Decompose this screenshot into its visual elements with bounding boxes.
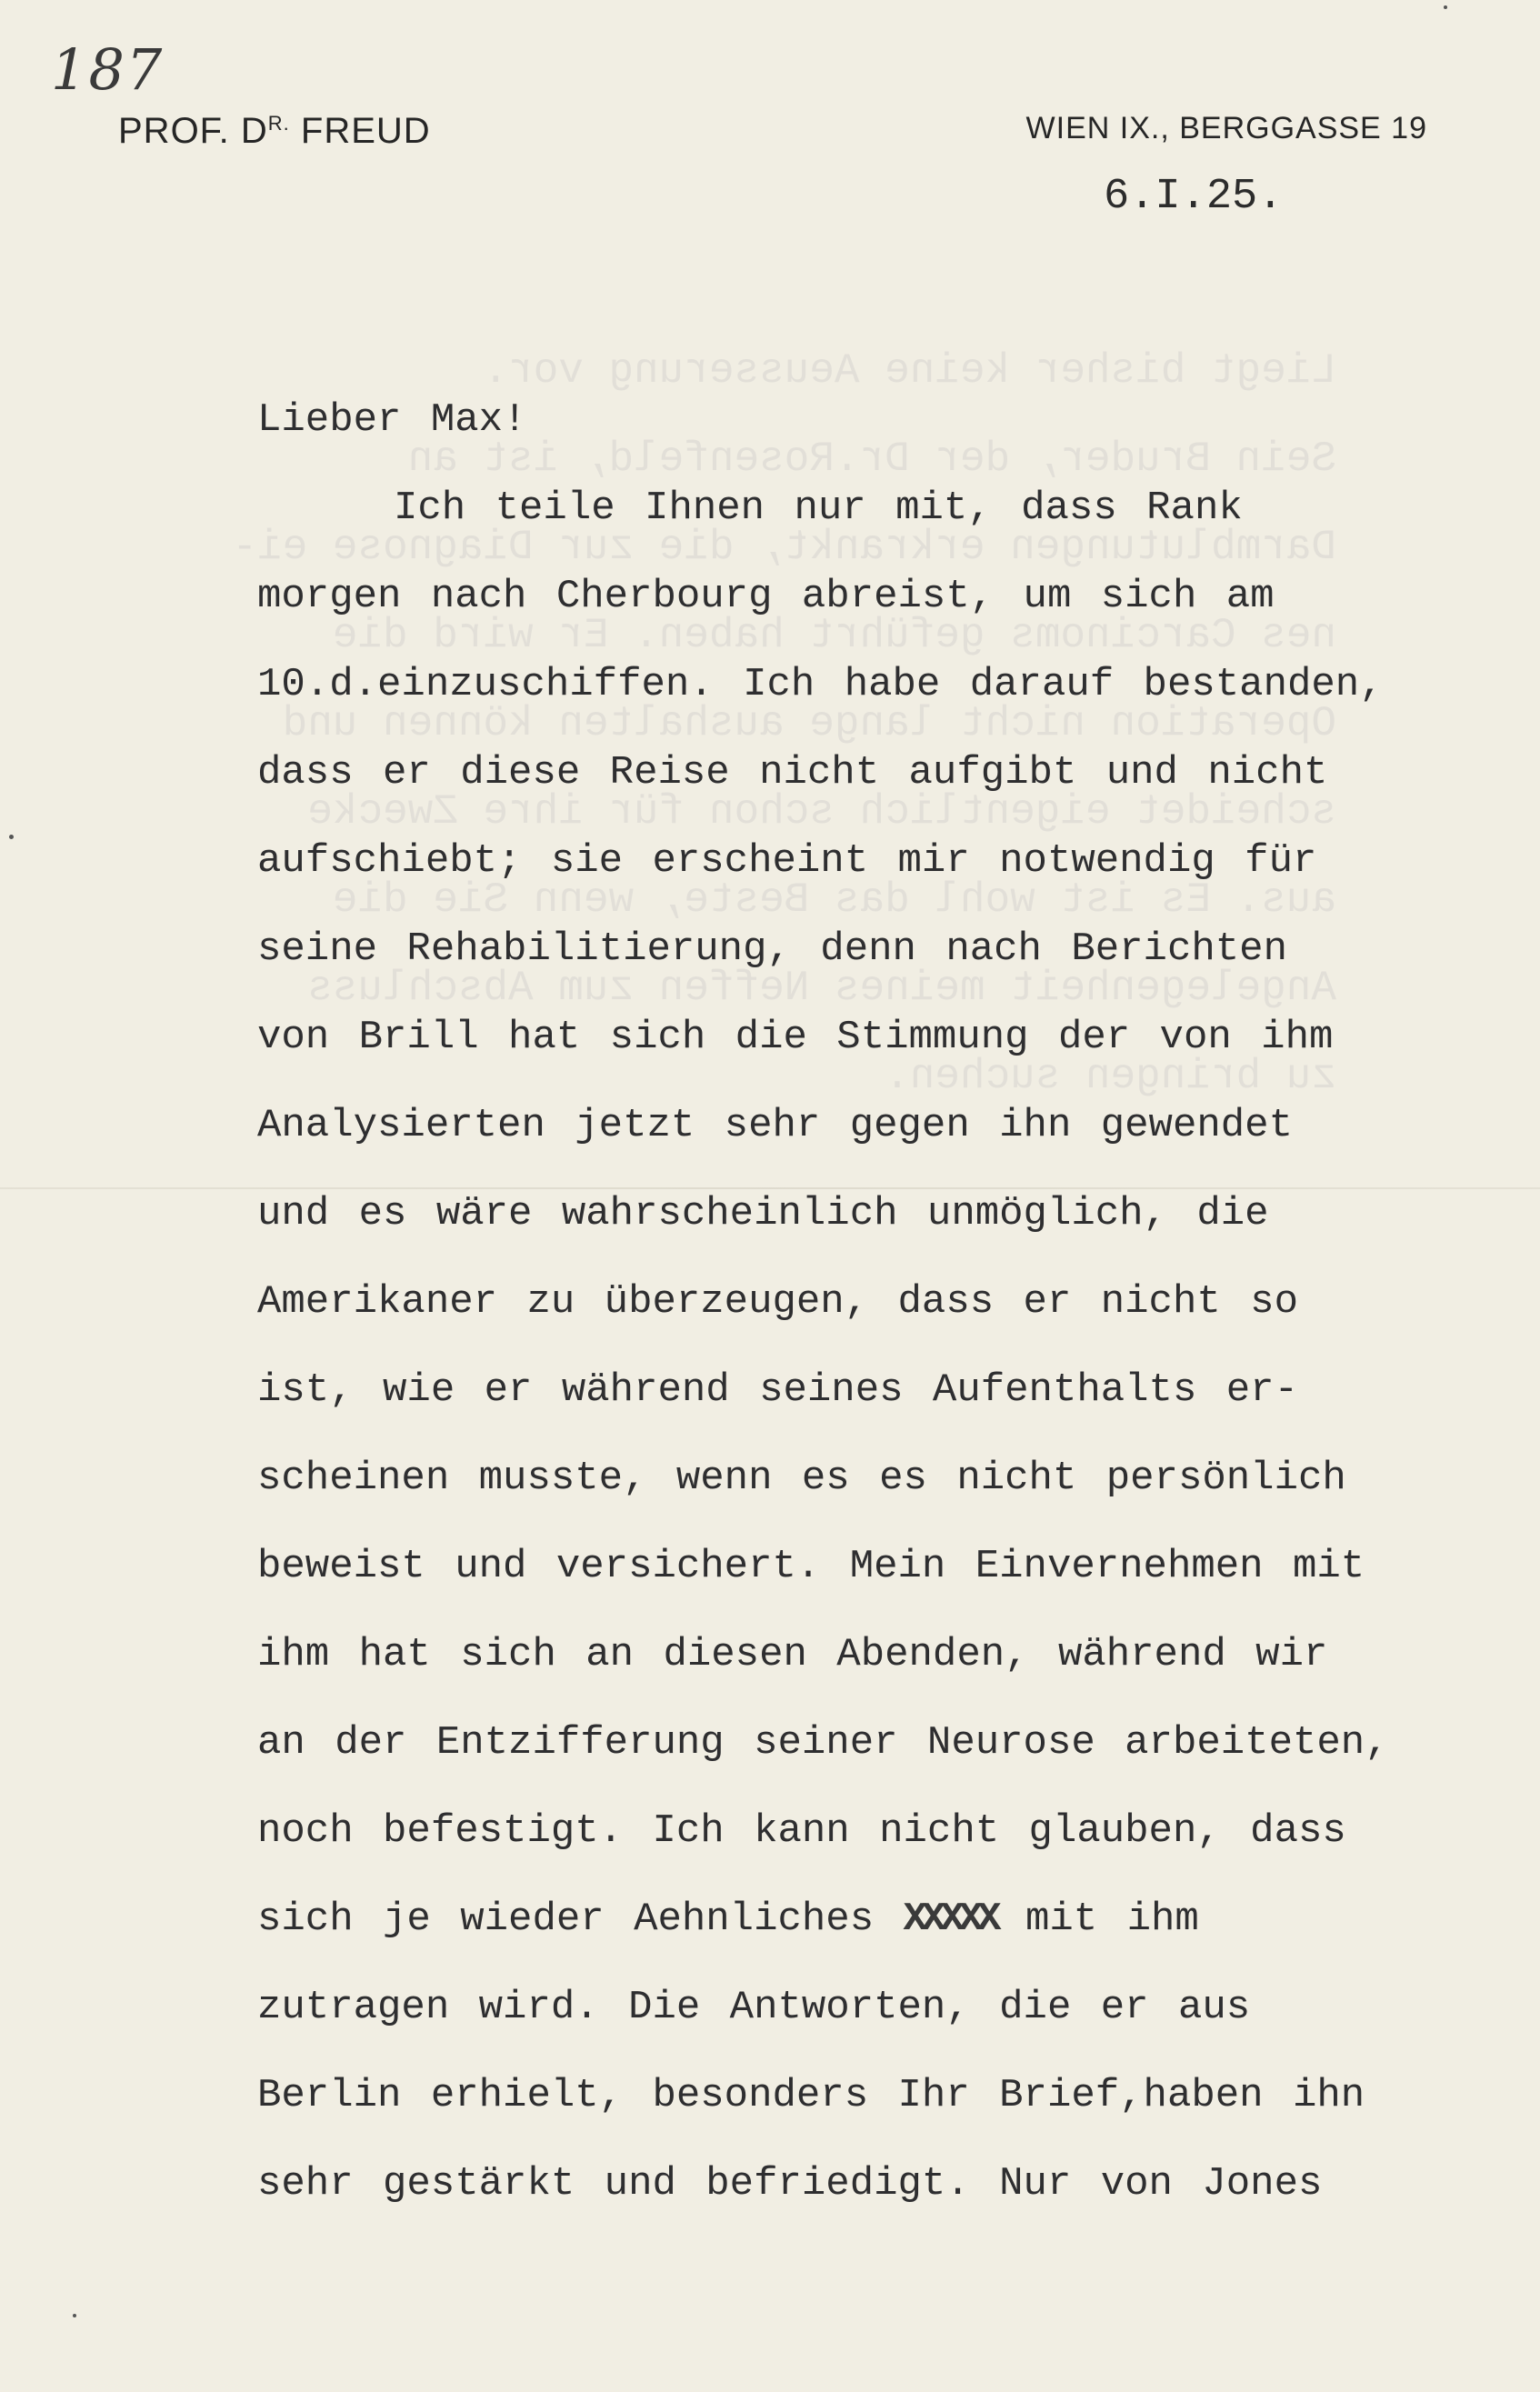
body-line: 10.d.einzuschiffen. Ich habe darauf bestanden,: [257, 662, 1384, 707]
line-text-after: mit ihm: [995, 1897, 1199, 1942]
letterhead-name-suffix: FREUD: [289, 111, 431, 151]
body-line: dass er diese Reise nicht aufgibt und nicht: [257, 750, 1328, 796]
body-line-with-strikeout: [257, 1886, 1512, 1974]
paper-speck: [9, 835, 14, 839]
body-line: ist, wie er während seines Aufenthalts er-: [257, 1367, 1298, 1413]
body-line: morgen nach Cherbourg abreist, um sich am: [257, 574, 1275, 619]
body-line: Amerikaner zu überzeugen, dass er nicht so: [257, 1279, 1298, 1325]
letter-body: [257, 386, 1512, 2238]
archive-number: 187: [51, 36, 165, 103]
body-line: sehr gestärkt und befriedigt. Nur von Jones: [257, 2161, 1323, 2207]
letterhead-name: [118, 111, 431, 152]
paper-speck: [73, 2314, 76, 2317]
body-line: seine Rehabilitierung, denn nach Berichten: [257, 926, 1287, 972]
body-line: Ich teile Ihnen nur mit, dass Rank: [394, 485, 1243, 531]
letter-date: 6.I.25.: [1104, 173, 1284, 221]
body-line: ihm hat sich an diesen Abenden, während wir: [257, 1632, 1328, 1677]
body-line: beweist und versichert. Mein Einvernehmen mit: [257, 1544, 1365, 1589]
line-text-before: sich je wieder Aehnliches: [257, 1897, 904, 1942]
salutation: Lieber Max!: [257, 397, 527, 443]
body-line: an der Entzifferung seiner Neurose arbeiteten,: [257, 1720, 1389, 1766]
letterhead-name-sup: R.: [267, 112, 290, 135]
body-line: Berlin erhielt, besonders Ihr Brief,haben ihn: [257, 2073, 1365, 2118]
body-line: zutragen wird. Die Antworten, die er aus: [257, 1985, 1251, 2030]
struck-out-text: XXXXX: [903, 1897, 996, 1942]
body-line: und es wäre wahrscheinlich unmöglich, die: [257, 1191, 1269, 1236]
paper-speck: [1444, 5, 1447, 9]
show-through-text: Liegt bisher keine Aeusserung vor. Sein Bruder, der Dr.Rosenfeld, ist an Darmblutungen erkrankt, die zur Diagnose ei- nes Carcinoms geführt haben. Er wird die Operation nicht lange aushalten können und scheidet eigentlich schon für ihre Zwecke aus. Es ist wohl das Beste, wenn Sie die Angelegenheit meines Neffen zum Abschluss zu bringen suchen.: [232, 347, 1336, 1100]
body-line: von Brill hat sich die Stimmung der von ihm: [257, 1015, 1334, 1060]
letterhead-name-prefix: PROF. D: [118, 111, 268, 151]
body-line: aufschiebt; sie erscheint mir notwendig für: [257, 838, 1317, 884]
body-line: noch befestigt. Ich kann nicht glauben, dass: [257, 1808, 1346, 1854]
letterhead-address: WIEN IX., BERGGASSE 19: [1025, 111, 1427, 145]
body-line: Analysierten jetzt sehr gegen ihn gewendet: [257, 1103, 1293, 1148]
body-line: scheinen musste, wenn es es nicht persönlich: [257, 1456, 1346, 1501]
